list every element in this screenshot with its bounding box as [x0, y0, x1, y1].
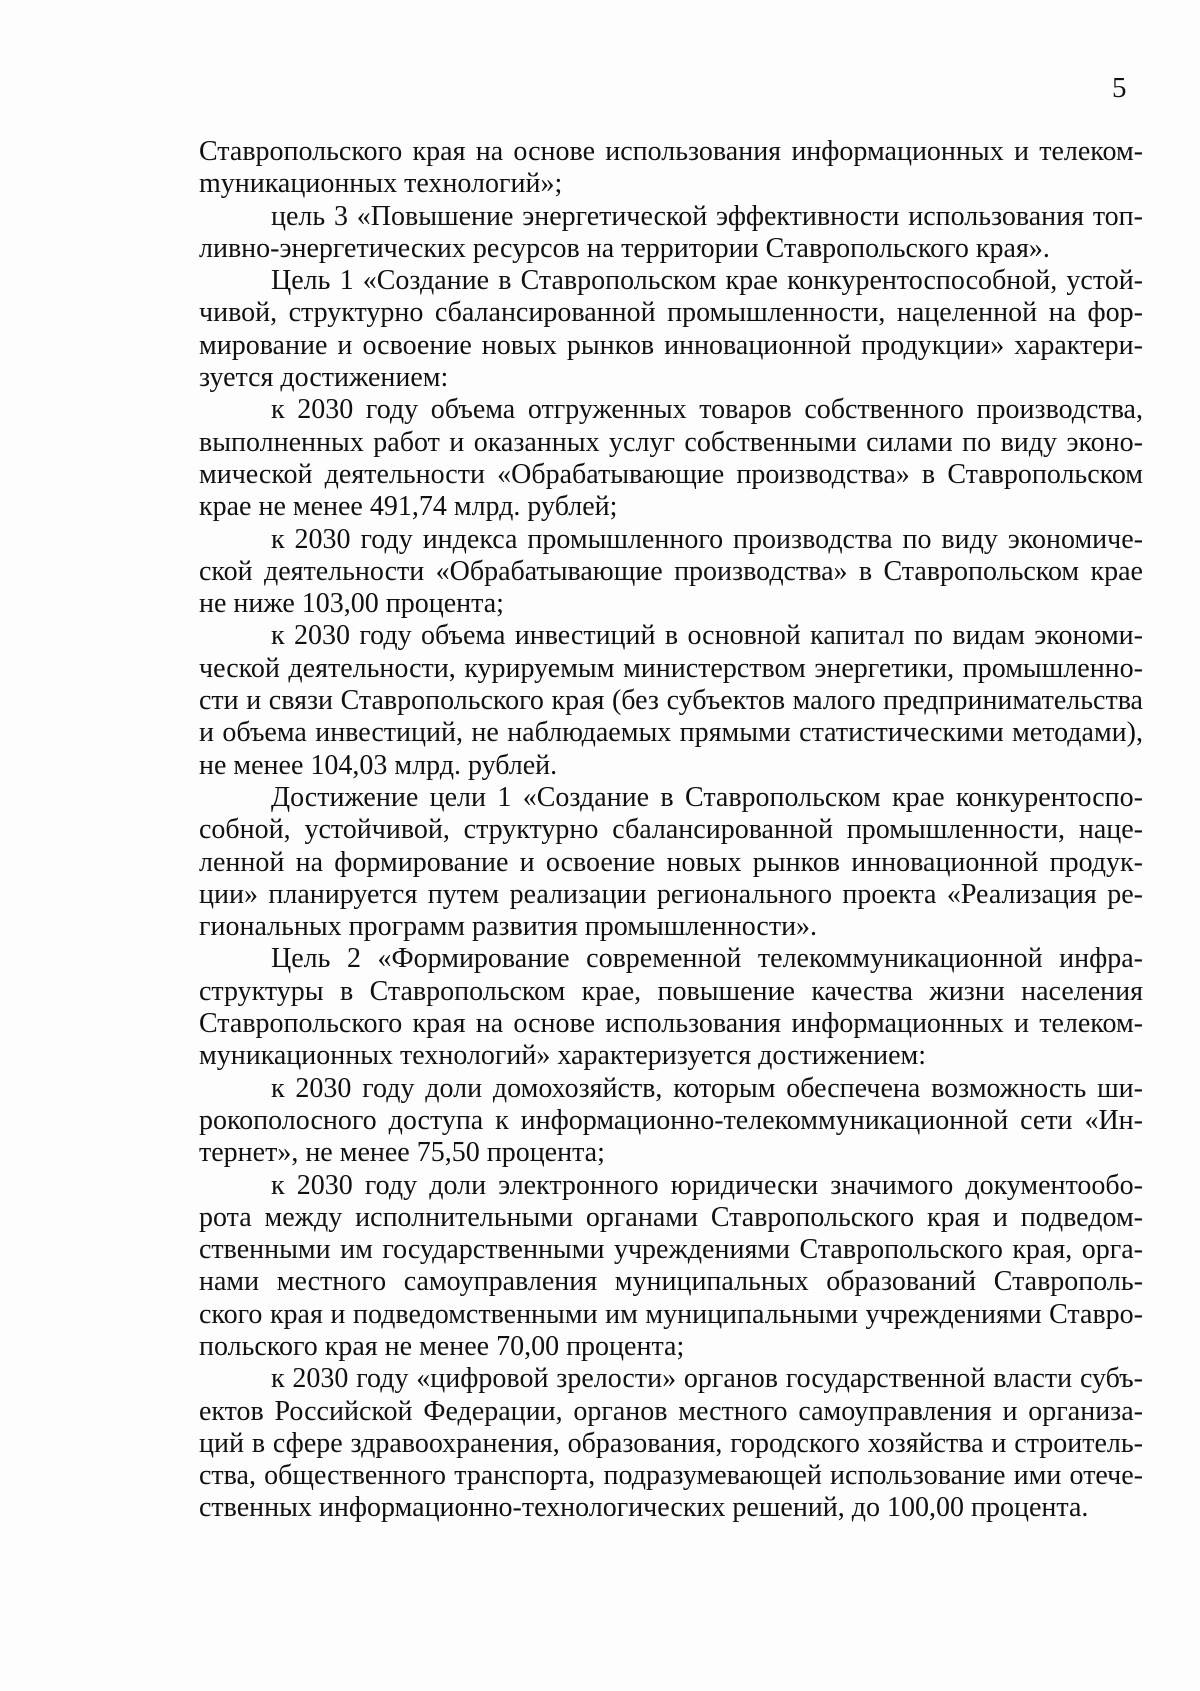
paragraph-indicator-edocflow: к 2030 году доли электронного юридически значимого документооборота между исполнительными органами Ставропольского края и подведомственными им государственными учреждениями Ставропольского края, органами местного самоуправления муниципальных образований Ставропольского края и подведомственными им муниципальными учреждениями Ставропольского края не менее 70,00 процента;: [199, 1169, 1143, 1362]
paragraph-indicator-production-index: к 2030 году индекса промышленного производства по виду экономической деятельности «Обрабатывающие производства» в Ставропольском крае не ниже 103,00 процента;: [199, 523, 1143, 620]
paragraph-goal-2: Цель 2 «Формирование современной телекоммуникационной инфраструктуры в Ставропольском крае, повышение качества жизни населения Ставропольского края на основе использования информационных и телекоммуникационных технологий» характеризуется достижением:: [199, 943, 1143, 1072]
paragraph-goal-1: Цель 1 «Создание в Ставропольском крае конкурентоспособной, устойчивой, структурно сбалансированной промышленности, нацеленной на формирование и освоение новых рынков инновационной продукции» характеризуется достижением:: [199, 265, 1143, 394]
paragraph-goal-3: цель 3 «Повышение энергетической эффективности использования топливно-энергетических ресурсов на территории Ставропольского края».: [199, 200, 1143, 264]
paragraph-indicator-shipped-goods: к 2030 году объема отгруженных товаров собственного производства, выполненных работ и оказанных услуг собственными силами по виду экономической деятельности «Обрабатывающие производства» в Ставропольском крае не менее 491,74 млрд. рублей;: [199, 394, 1143, 523]
paragraph-continuation: Ставропольского края на основе использования информационных и телекомmуникационных технологий»;: [199, 136, 1143, 200]
paragraph-goal-1-achievement: Достижение цели 1 «Создание в Ставропольском крае конкурентоспособной, устойчивой, структурно сбалансированной промышленности, нацеленной на формирование и освоение новых рынков инновационной продукции» планируется путем реализации регионального проекта «Реализация региональных программ развития промышленности».: [199, 781, 1143, 943]
paragraph-indicator-investments: к 2030 году объема инвестиций в основной капитал по видам экономической деятельности, курируемым министерством энергетики, промышленности и связи Ставропольского края (без субъектов малого предпринимательства и объема инвестиций, не наблюдаемых прямыми статистическими методами), не менее 104,03 млрд. рублей.: [199, 620, 1143, 781]
document-body: [199, 136, 1143, 1525]
paragraph-indicator-broadband: к 2030 году доли домохозяйств, которым обеспечена возможность широкополосного доступа к информационно-телекоммуникационной сети «Интернет», не менее 75,50 процента;: [199, 1072, 1143, 1169]
paragraph-indicator-digital-maturity: к 2030 году «цифровой зрелости» органов государственной власти субъектов Российской Федерации, органов местного самоуправления и организаций в сфере здравоохранения, образования, городского хозяйства и строительства, общественного транспорта, подразумевающей использование ими отечественных информационно-технологических решений, до 100,00 процента.: [199, 1363, 1143, 1524]
page-number: 5: [1112, 72, 1127, 104]
